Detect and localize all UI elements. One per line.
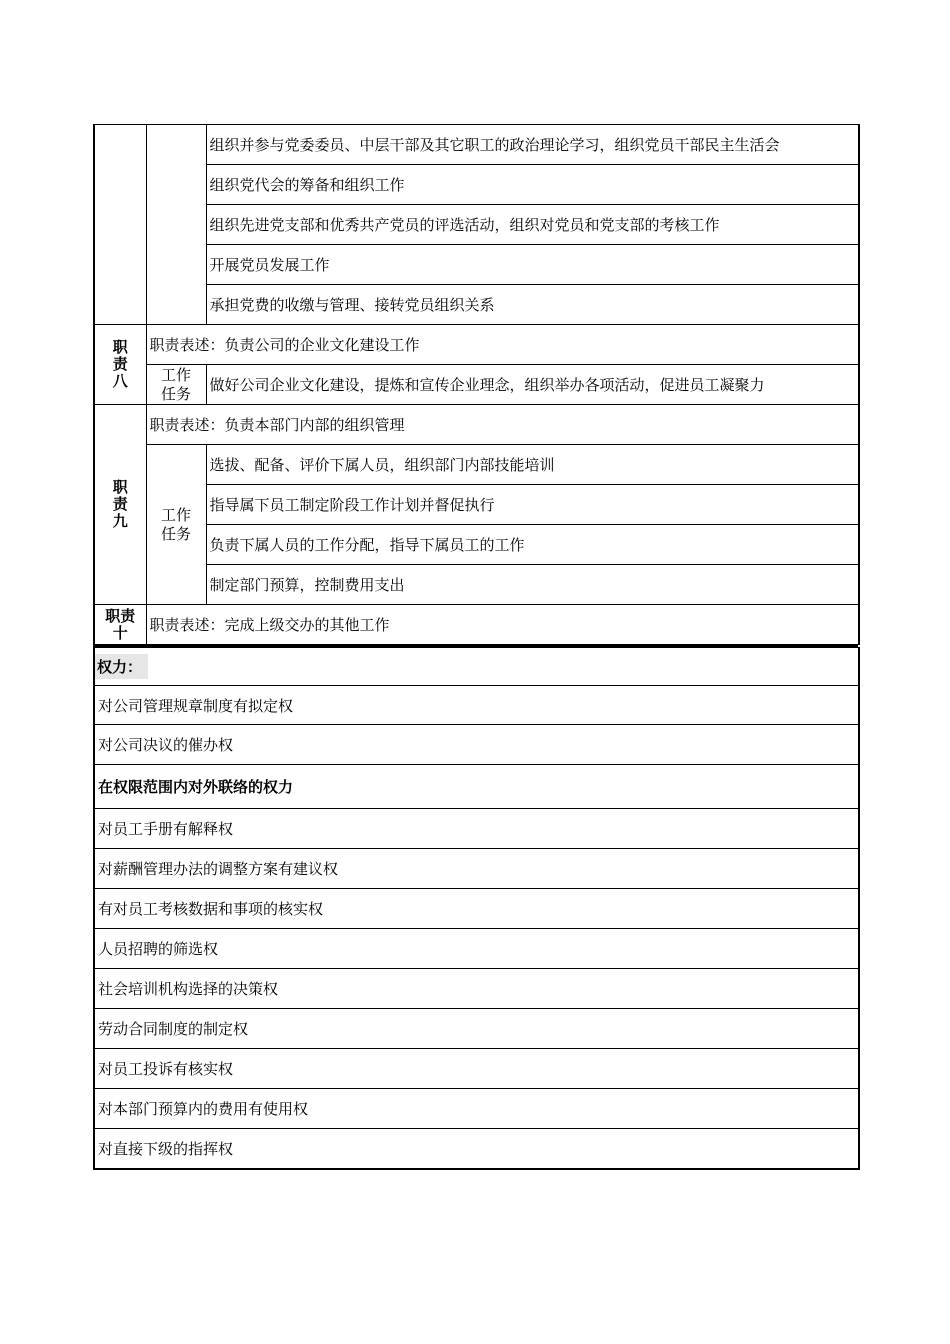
power-row (94, 929, 859, 969)
duty9-task-row (94, 525, 859, 565)
powers-title-row (94, 648, 859, 686)
duty7-task-row (94, 285, 859, 325)
duty7-task-row (94, 125, 859, 165)
powers-title-cell (94, 648, 859, 686)
duty9-task-row (94, 485, 859, 525)
duty7-task-3: 组织先进党支部和优秀共产党员的评选活动，组织对党员和党支部的考核工作 (206, 205, 859, 245)
duty7-task-4: 开展党员发展工作 (206, 245, 859, 285)
power-item: 在权限范围内对外联络的权力 (94, 765, 859, 809)
power-row (94, 969, 859, 1009)
duty9-task-3: 负责下属人员的工作分配，指导下属员工的工作 (206, 525, 859, 565)
power-row (94, 849, 859, 889)
duty9-task-1: 选拔、配备、评价下属人员，组织部门内部技能培训 (206, 445, 859, 485)
job-description-sheet (93, 124, 858, 1170)
duty7-task-row (94, 245, 859, 285)
duty9-task-label: 工作 任务 (146, 445, 206, 605)
duty7-task-row (94, 165, 859, 205)
duty10-label: 职责 十 (94, 605, 146, 645)
duty8-statement-row (94, 325, 859, 365)
power-row (94, 1129, 859, 1169)
power-row (94, 686, 859, 725)
duty9-task-row (94, 565, 859, 605)
duty8-task-row (94, 365, 859, 405)
duty7-task-1: 组织并参与党委委员、中层干部及其它职工的政治理论学习，组织党员干部民主生活会 (206, 125, 859, 165)
duty9-label: 职 责 九 (94, 405, 146, 605)
duty9-task-2: 指导属下员工制定阶段工作计划并督促执行 (206, 485, 859, 525)
power-row (94, 809, 859, 849)
duty8-statement: 职责表述：负责公司的企业文化建设工作 (146, 325, 859, 365)
powers-table (93, 647, 860, 1170)
power-item: 对公司管理规章制度有拟定权 (94, 686, 859, 725)
duty9-task-4: 制定部门预算，控制费用支出 (206, 565, 859, 605)
power-row (94, 889, 859, 929)
power-item: 对公司决议的催办权 (94, 725, 859, 765)
duty10-statement: 职责表述：完成上级交办的其他工作 (146, 605, 859, 645)
power-item: 对直接下级的指挥权 (94, 1129, 859, 1169)
powers-title: 权力： (95, 654, 148, 679)
power-item: 对员工投诉有核实权 (94, 1049, 859, 1089)
power-row (94, 765, 859, 809)
power-row (94, 1089, 859, 1129)
duty7-task-5: 承担党费的收缴与管理、接转党员组织关系 (206, 285, 859, 325)
power-row (94, 1009, 859, 1049)
power-item: 对员工手册有解释权 (94, 809, 859, 849)
duty10-statement-row (94, 605, 859, 645)
duty7-task-row (94, 205, 859, 245)
duty8-label: 职 责 八 (94, 325, 146, 405)
power-item: 劳动合同制度的制定权 (94, 1009, 859, 1049)
power-row (94, 1049, 859, 1089)
duty7-label-cell (94, 125, 146, 325)
duty9-statement: 职责表述：负责本部门内部的组织管理 (146, 405, 859, 445)
duty7-task-label-cell (146, 125, 206, 325)
power-row (94, 725, 859, 765)
duty8-task-label: 工作 任务 (146, 365, 206, 405)
power-item: 人员招聘的筛选权 (94, 929, 859, 969)
duty9-statement-row (94, 405, 859, 445)
duty9-task-row (94, 445, 859, 485)
duty7-task-2: 组织党代会的筹备和组织工作 (206, 165, 859, 205)
power-item: 社会培训机构选择的决策权 (94, 969, 859, 1009)
duties-table (93, 124, 860, 645)
power-item: 有对员工考核数据和事项的核实权 (94, 889, 859, 929)
power-item: 对薪酬管理办法的调整方案有建议权 (94, 849, 859, 889)
power-item: 对本部门预算内的费用有使用权 (94, 1089, 859, 1129)
duty8-task-1: 做好公司企业文化建设，提炼和宣传企业理念，组织举办各项活动，促进员工凝聚力 (206, 365, 859, 405)
